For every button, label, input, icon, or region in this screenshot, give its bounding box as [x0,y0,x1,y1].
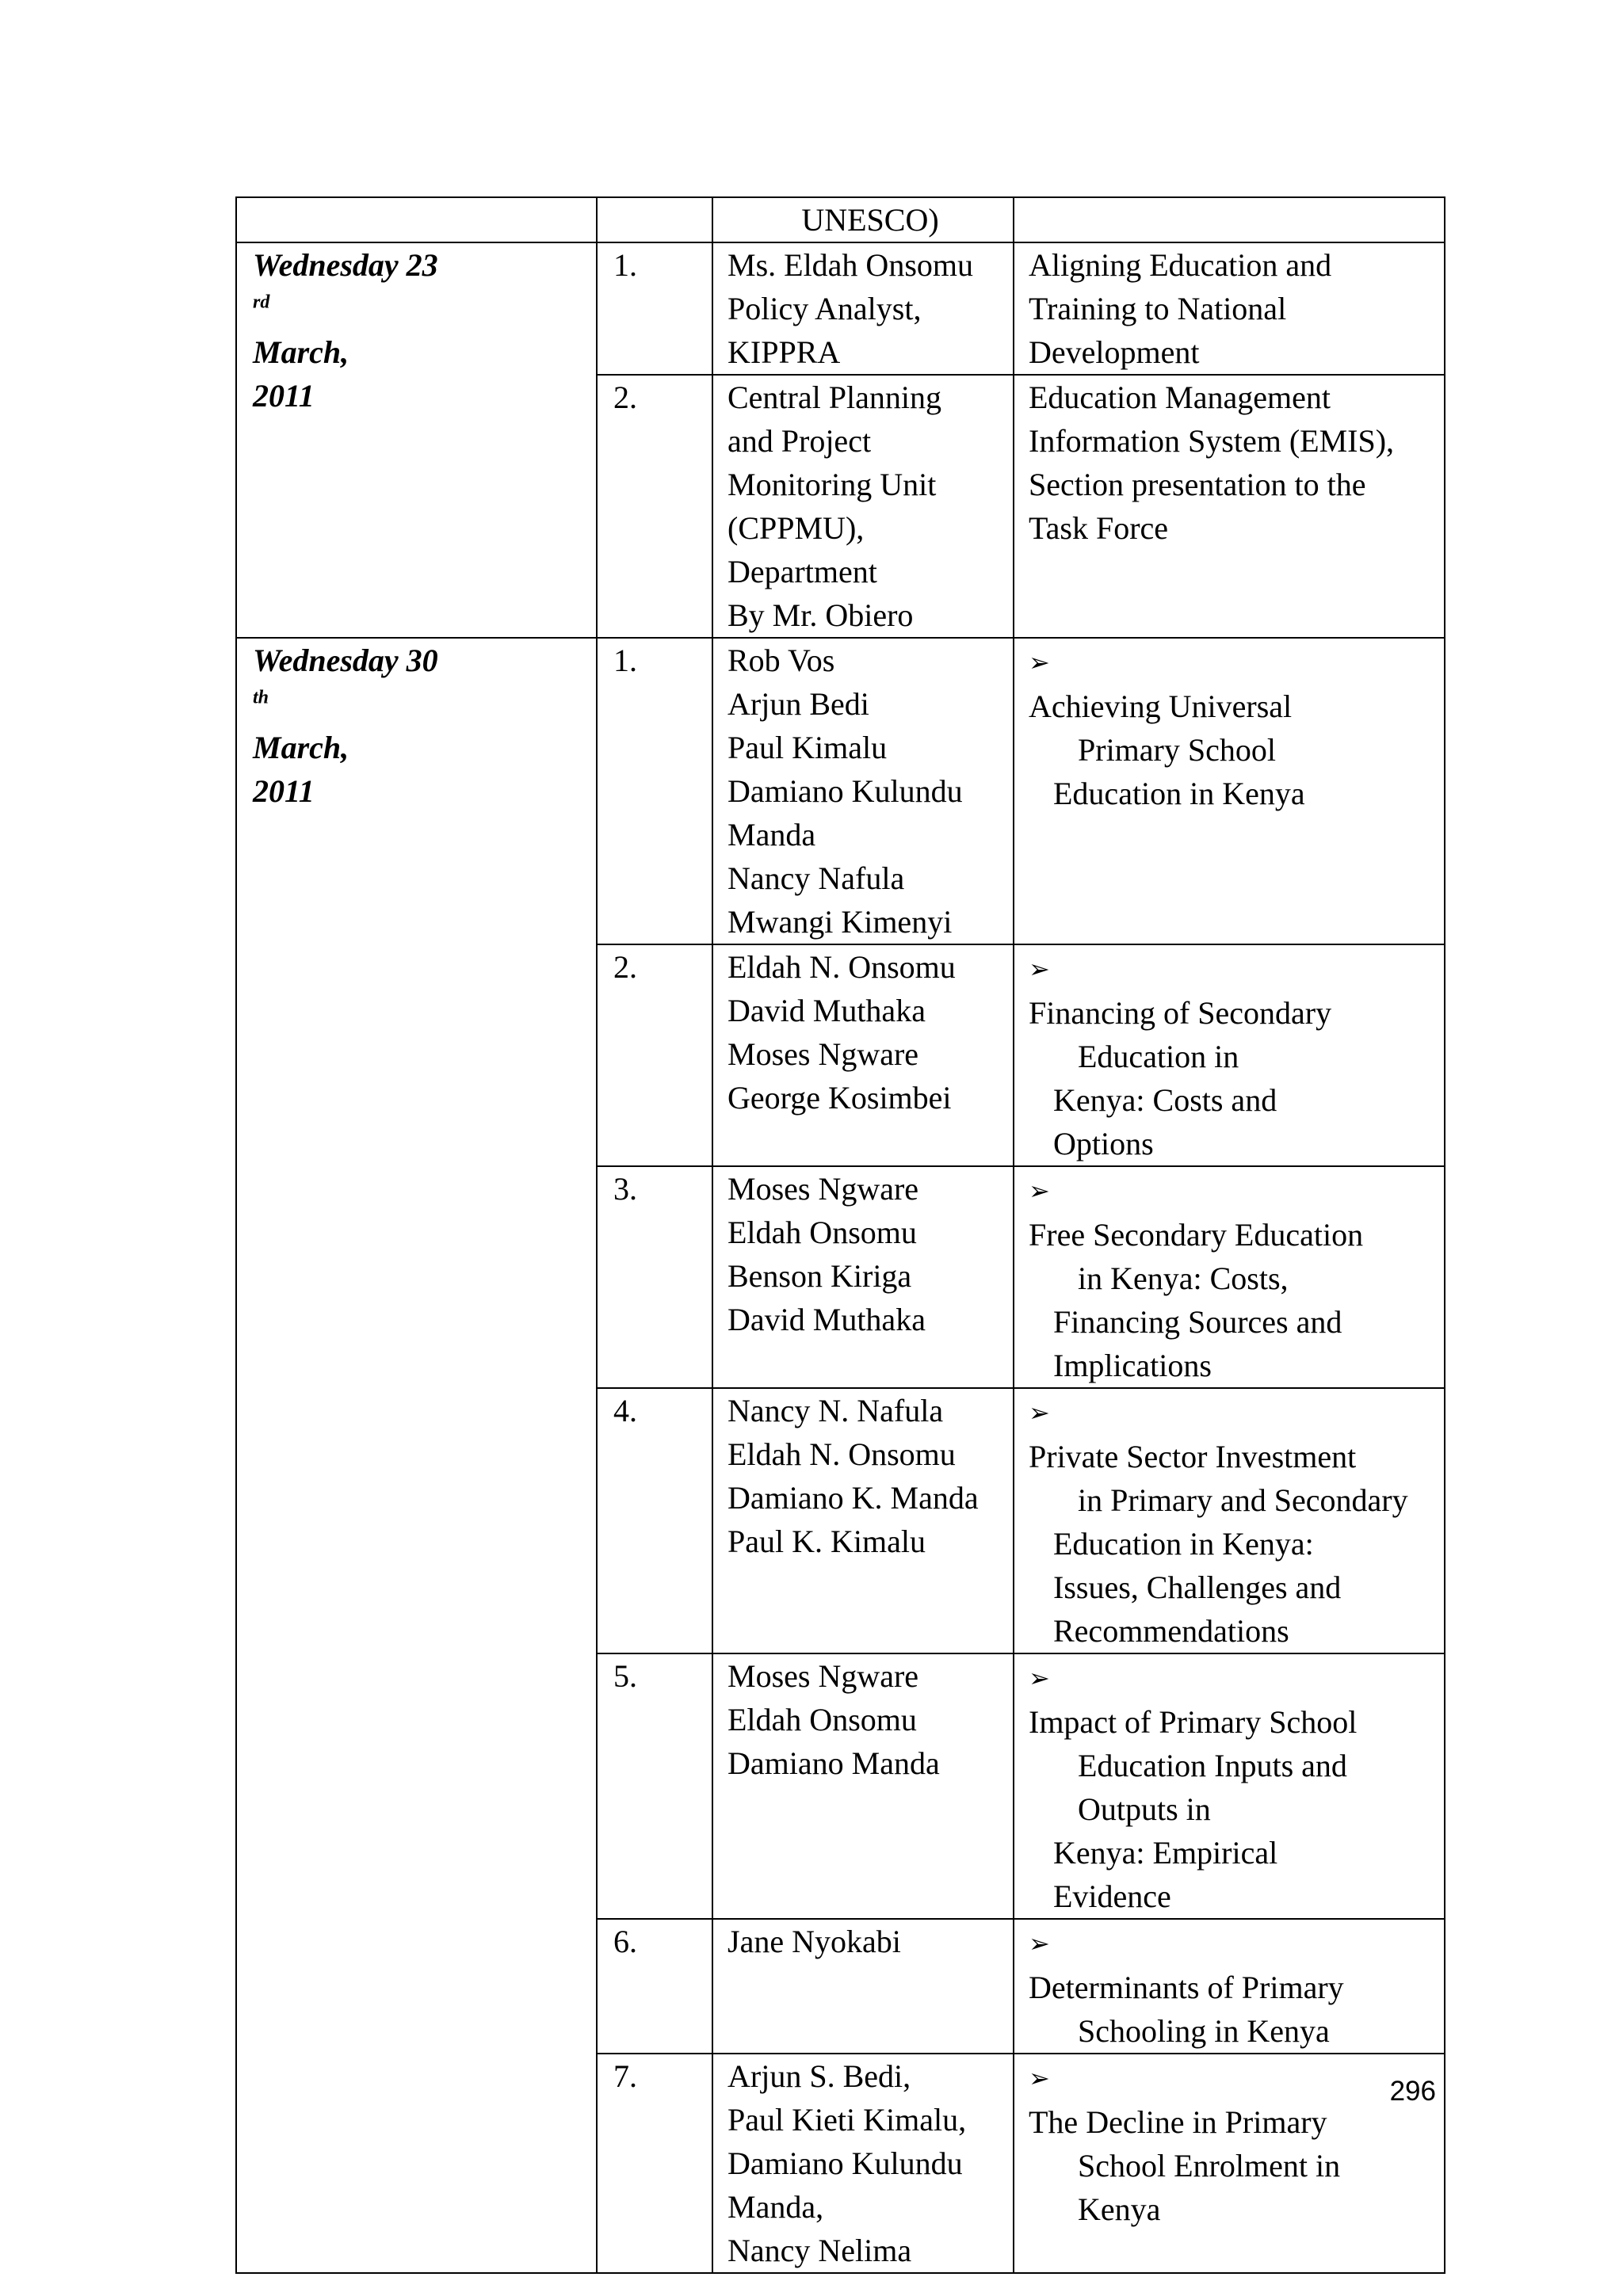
topic-title-line: The Decline in Primary [1029,2104,1327,2140]
page-number: 296 [1389,2076,1436,2107]
presenter-cell [712,242,1014,375]
topic-title-line: Kenya [1078,2191,1161,2227]
arrow-bullet-icon: ➢ [1029,2063,1050,2093]
topic-title-line: Schooling in Kenya [1078,2013,1330,2049]
session-date [237,639,596,813]
presenter-line: Benson Kiriga [727,1258,912,1294]
row-number: 3. [613,1171,637,1207]
topic-cell [1014,1653,1445,1919]
number-cell [597,1388,712,1653]
row-number: 2. [613,949,637,985]
presenter-line: George Kosimbei [727,1080,952,1116]
date-day: Wednesday 30 [253,643,438,678]
number-cell [597,944,712,1166]
topic-cell [1014,375,1445,638]
presenter-line: Eldah Onsomu [727,1702,917,1737]
number-cell [597,2054,712,2273]
topic-title-line: Implications [1053,1348,1212,1383]
topic-title-line: Issues, Challenges and [1053,1569,1342,1605]
topic-title-line: Determinants of Primary [1029,1970,1344,2005]
date-cell [236,638,597,2273]
presenter-line: By Mr. Obiero [727,597,914,633]
presenter-line: Nancy Nafula [727,860,905,896]
presenter-line: UNESCO) [801,202,939,238]
topic-cell [1014,242,1445,375]
presenter-cell [712,375,1014,638]
topic-title-line: School Enrolment in [1078,2148,1341,2183]
presenter-line: Policy Analyst, [727,291,922,326]
presenter-cell [712,1919,1014,2054]
presenter-line: David Muthaka [727,993,926,1028]
number-cell [597,1653,712,1919]
presenter-line: and Project [727,423,872,459]
topic-title-line: Kenya: Empirical [1053,1835,1278,1871]
topic-title-line: in Kenya: Costs, [1078,1261,1289,1296]
topic-title-line: in Primary and Secondary [1078,1482,1408,1518]
row-number: 2. [613,379,637,415]
topic-title-line: Options [1053,1126,1154,1161]
number-cell [597,242,712,375]
presenter-line: Paul Kimalu [727,730,888,765]
date-ordinal: rd [253,292,270,313]
topic-bullet-item [1029,1654,1438,1744]
topic-line: Development [1029,334,1200,370]
topic-bullet-item [1029,945,1438,1035]
date-month: March, [253,730,349,765]
presenter-cell [712,2054,1014,2273]
arrow-bullet-icon: ➢ [1029,954,1050,984]
topic-bullet-item [1029,1389,1438,1478]
row-number: 4. [613,1393,637,1428]
arrow-bullet-icon: ➢ [1029,1663,1050,1693]
presenter-line: (CPPMU), [727,510,865,546]
topic-title-line: Education in [1078,1039,1239,1074]
topic-cell [1014,197,1445,242]
presenter-line: Department [727,554,877,589]
date-day: Wednesday 23 [253,247,438,283]
date-year: 2011 [253,773,315,809]
row-number: 1. [613,247,637,283]
presenter-cell [712,944,1014,1166]
schedule-table [235,196,1445,2274]
topic-title-line: Achieving Universal [1029,688,1293,724]
date-cell [236,197,597,242]
topic-title-line: Free Secondary Education [1029,1217,1364,1253]
date-year: 2011 [253,378,315,414]
presenter-line: Paul K. Kimalu [727,1524,926,1559]
number-cell [597,375,712,638]
topic-title-line: Private Sector Investment [1029,1439,1357,1474]
presenter-line: Eldah Onsomu [727,1215,917,1250]
topic-title-line: Education in Kenya [1053,776,1305,811]
topic-bullet-item [1029,639,1438,728]
row-number: 1. [613,643,637,678]
presenter-line: Manda, [727,2189,824,2225]
presenter-line: Moses Ngware [727,1171,919,1207]
presenter-line: Central Planning [727,379,941,415]
presenter-line: Eldah N. Onsomu [727,1436,956,1472]
number-cell [597,1166,712,1388]
topic-bullet-item [1029,2054,1438,2144]
topic-title-line: Education Inputs and [1078,1748,1347,1783]
presenter-line: Mwangi Kimenyi [727,904,953,940]
topic-bullet-item [1029,1167,1438,1257]
topic-title-line: Evidence [1053,1878,1171,1914]
session-date [237,243,596,418]
topic-title-line: Impact of Primary School [1029,1704,1358,1740]
topic-cell [1014,1166,1445,1388]
arrow-bullet-icon: ➢ [1029,1398,1050,1428]
topic-line: Education Management [1029,379,1331,415]
topic-title-line: Outputs in [1078,1791,1211,1827]
presenter-line: David Muthaka [727,1302,926,1337]
presenter-line: KIPPRA [727,334,841,370]
presenter-line: Arjun Bedi [727,686,869,722]
presenter-line: Moses Ngware [727,1036,919,1072]
topic-line: Training to National [1029,291,1287,326]
row-number: 5. [613,1658,637,1694]
topic-line: Task Force [1029,510,1169,546]
presenter-line: Monitoring Unit [727,467,937,502]
presenter-line: Nancy Nelima [727,2233,912,2268]
row-number: 6. [613,1924,637,1959]
topic-cell [1014,944,1445,1166]
presenter-line: Damiano Kulundu [727,773,963,809]
presenter-cell [712,197,1014,242]
presenter-line: Ms. Eldah Onsomu [727,247,973,283]
presenter-line: Damiano Kulundu [727,2145,963,2181]
presenter-cell [712,1388,1014,1653]
topic-line: Information System (EMIS), [1029,423,1395,459]
topic-line: Section presentation to the [1029,467,1366,502]
number-cell [597,1919,712,2054]
presenter-line: Nancy N. Nafula [727,1393,944,1428]
topic-line: Aligning Education and [1029,247,1332,283]
topic-title-line: Financing Sources and [1053,1304,1342,1340]
topic-bullet-item [1029,1920,1438,2009]
topic-title-line: Kenya: Costs and [1053,1082,1277,1118]
topic-title-line: Recommendations [1053,1613,1289,1649]
topic-title-line: Education in Kenya: [1053,1526,1314,1562]
number-cell [597,197,712,242]
number-cell [597,638,712,944]
date-month: March, [253,334,349,370]
topic-title-line: Financing of Secondary [1029,995,1332,1031]
row-number: 7. [613,2058,637,2094]
arrow-bullet-icon: ➢ [1029,647,1050,677]
date-cell [236,242,597,638]
presenter-cell [712,1166,1014,1388]
presenter-cell [712,1653,1014,1919]
topic-cell [1014,1919,1445,2054]
presenter-line: Arjun S. Bedi, [727,2058,911,2094]
session-date-line [253,639,588,769]
presenter-line: Moses Ngware [727,1658,919,1694]
presenter-line: Eldah N. Onsomu [727,949,956,985]
table-row [236,242,1445,375]
presenter-cell [712,638,1014,944]
topic-cell [1014,1388,1445,1653]
presenter-line: Rob Vos [727,643,835,678]
presenter-line: Damiano K. Manda [727,1480,979,1516]
topic-cell [1014,638,1445,944]
session-date-line [253,243,588,374]
arrow-bullet-icon: ➢ [1029,1928,1050,1958]
arrow-bullet-icon: ➢ [1029,1176,1050,1206]
presenter-line: Manda [727,817,816,852]
table-row [236,638,1445,944]
table-row-continued [236,197,1445,242]
presenter-line: Jane Nyokabi [727,1924,901,1959]
topic-title-line: Primary School [1078,732,1276,768]
presenter-line: Paul Kieti Kimalu, [727,2102,967,2138]
date-ordinal: th [253,687,269,708]
presenter-line: Damiano Manda [727,1745,940,1781]
schedule-table-body [236,197,1445,2273]
